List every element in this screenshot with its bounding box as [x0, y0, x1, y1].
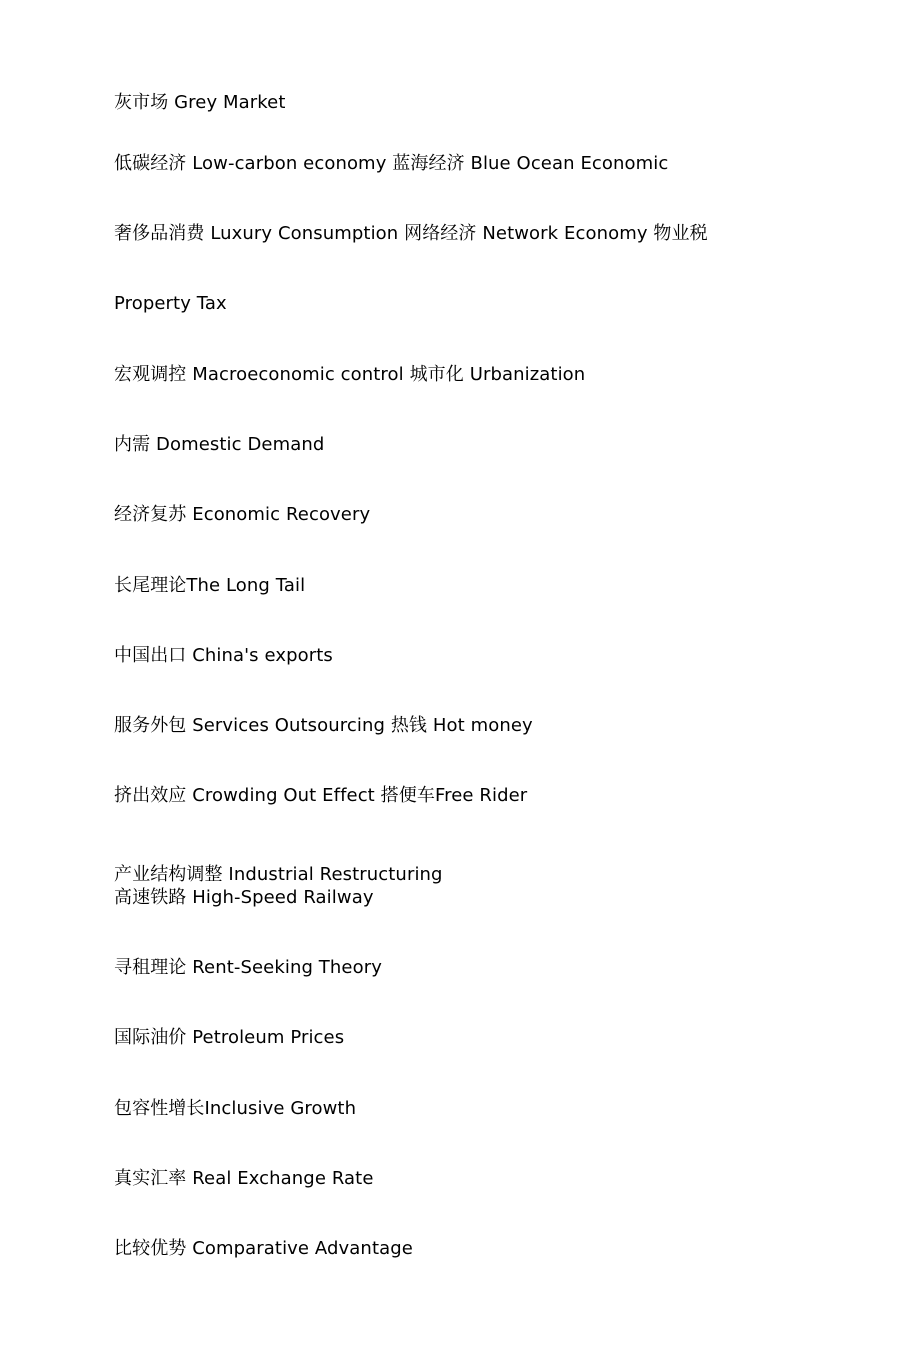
glossary-line-property-tax: Property Tax: [114, 293, 227, 314]
glossary-line-real-exchange-rate: 真实汇率 Real Exchange Rate: [114, 1168, 374, 1189]
glossary-line-high-speed-railway: 高速铁路 High-Speed Railway: [114, 887, 374, 908]
glossary-line-services-outsourcing: 服务外包 Services Outsourcing 热钱 Hot money: [114, 715, 533, 736]
glossary-line-low-carbon-economy: 低碳经济 Low-carbon economy 蓝海经济 Blue Ocean Economic: [114, 153, 669, 174]
glossary-line-comparative-advantage: 比较优势 Comparative Advantage: [114, 1238, 413, 1259]
glossary-line-grey-market: 灰市场 Grey Market: [114, 92, 286, 113]
glossary-line-rent-seeking-theory: 寻租理论 Rent-Seeking Theory: [114, 957, 382, 978]
glossary-line-domestic-demand: 内需 Domestic Demand: [114, 434, 325, 455]
glossary-line-luxury-consumption: 奢侈品消费 Luxury Consumption 网络经济 Network Economy 物业税: [114, 223, 708, 244]
glossary-line-crowding-out-effect: 挤出效应 Crowding Out Effect 搭便车Free Rider: [114, 785, 528, 806]
glossary-line-economic-recovery: 经济复苏 Economic Recovery: [114, 504, 371, 525]
glossary-line-china-exports: 中国出口 China's exports: [114, 645, 333, 666]
glossary-line-petroleum-prices: 国际油价 Petroleum Prices: [114, 1027, 345, 1048]
glossary-line-long-tail: 长尾理论The Long Tail: [114, 575, 306, 596]
glossary-line-macroeconomic-control: 宏观调控 Macroeconomic control 城市化 Urbanization: [114, 364, 586, 385]
glossary-line-industrial-restructuring: 产业结构调整 Industrial Restructuring: [114, 864, 443, 885]
glossary-line-inclusive-growth: 包容性增长Inclusive Growth: [114, 1098, 357, 1119]
